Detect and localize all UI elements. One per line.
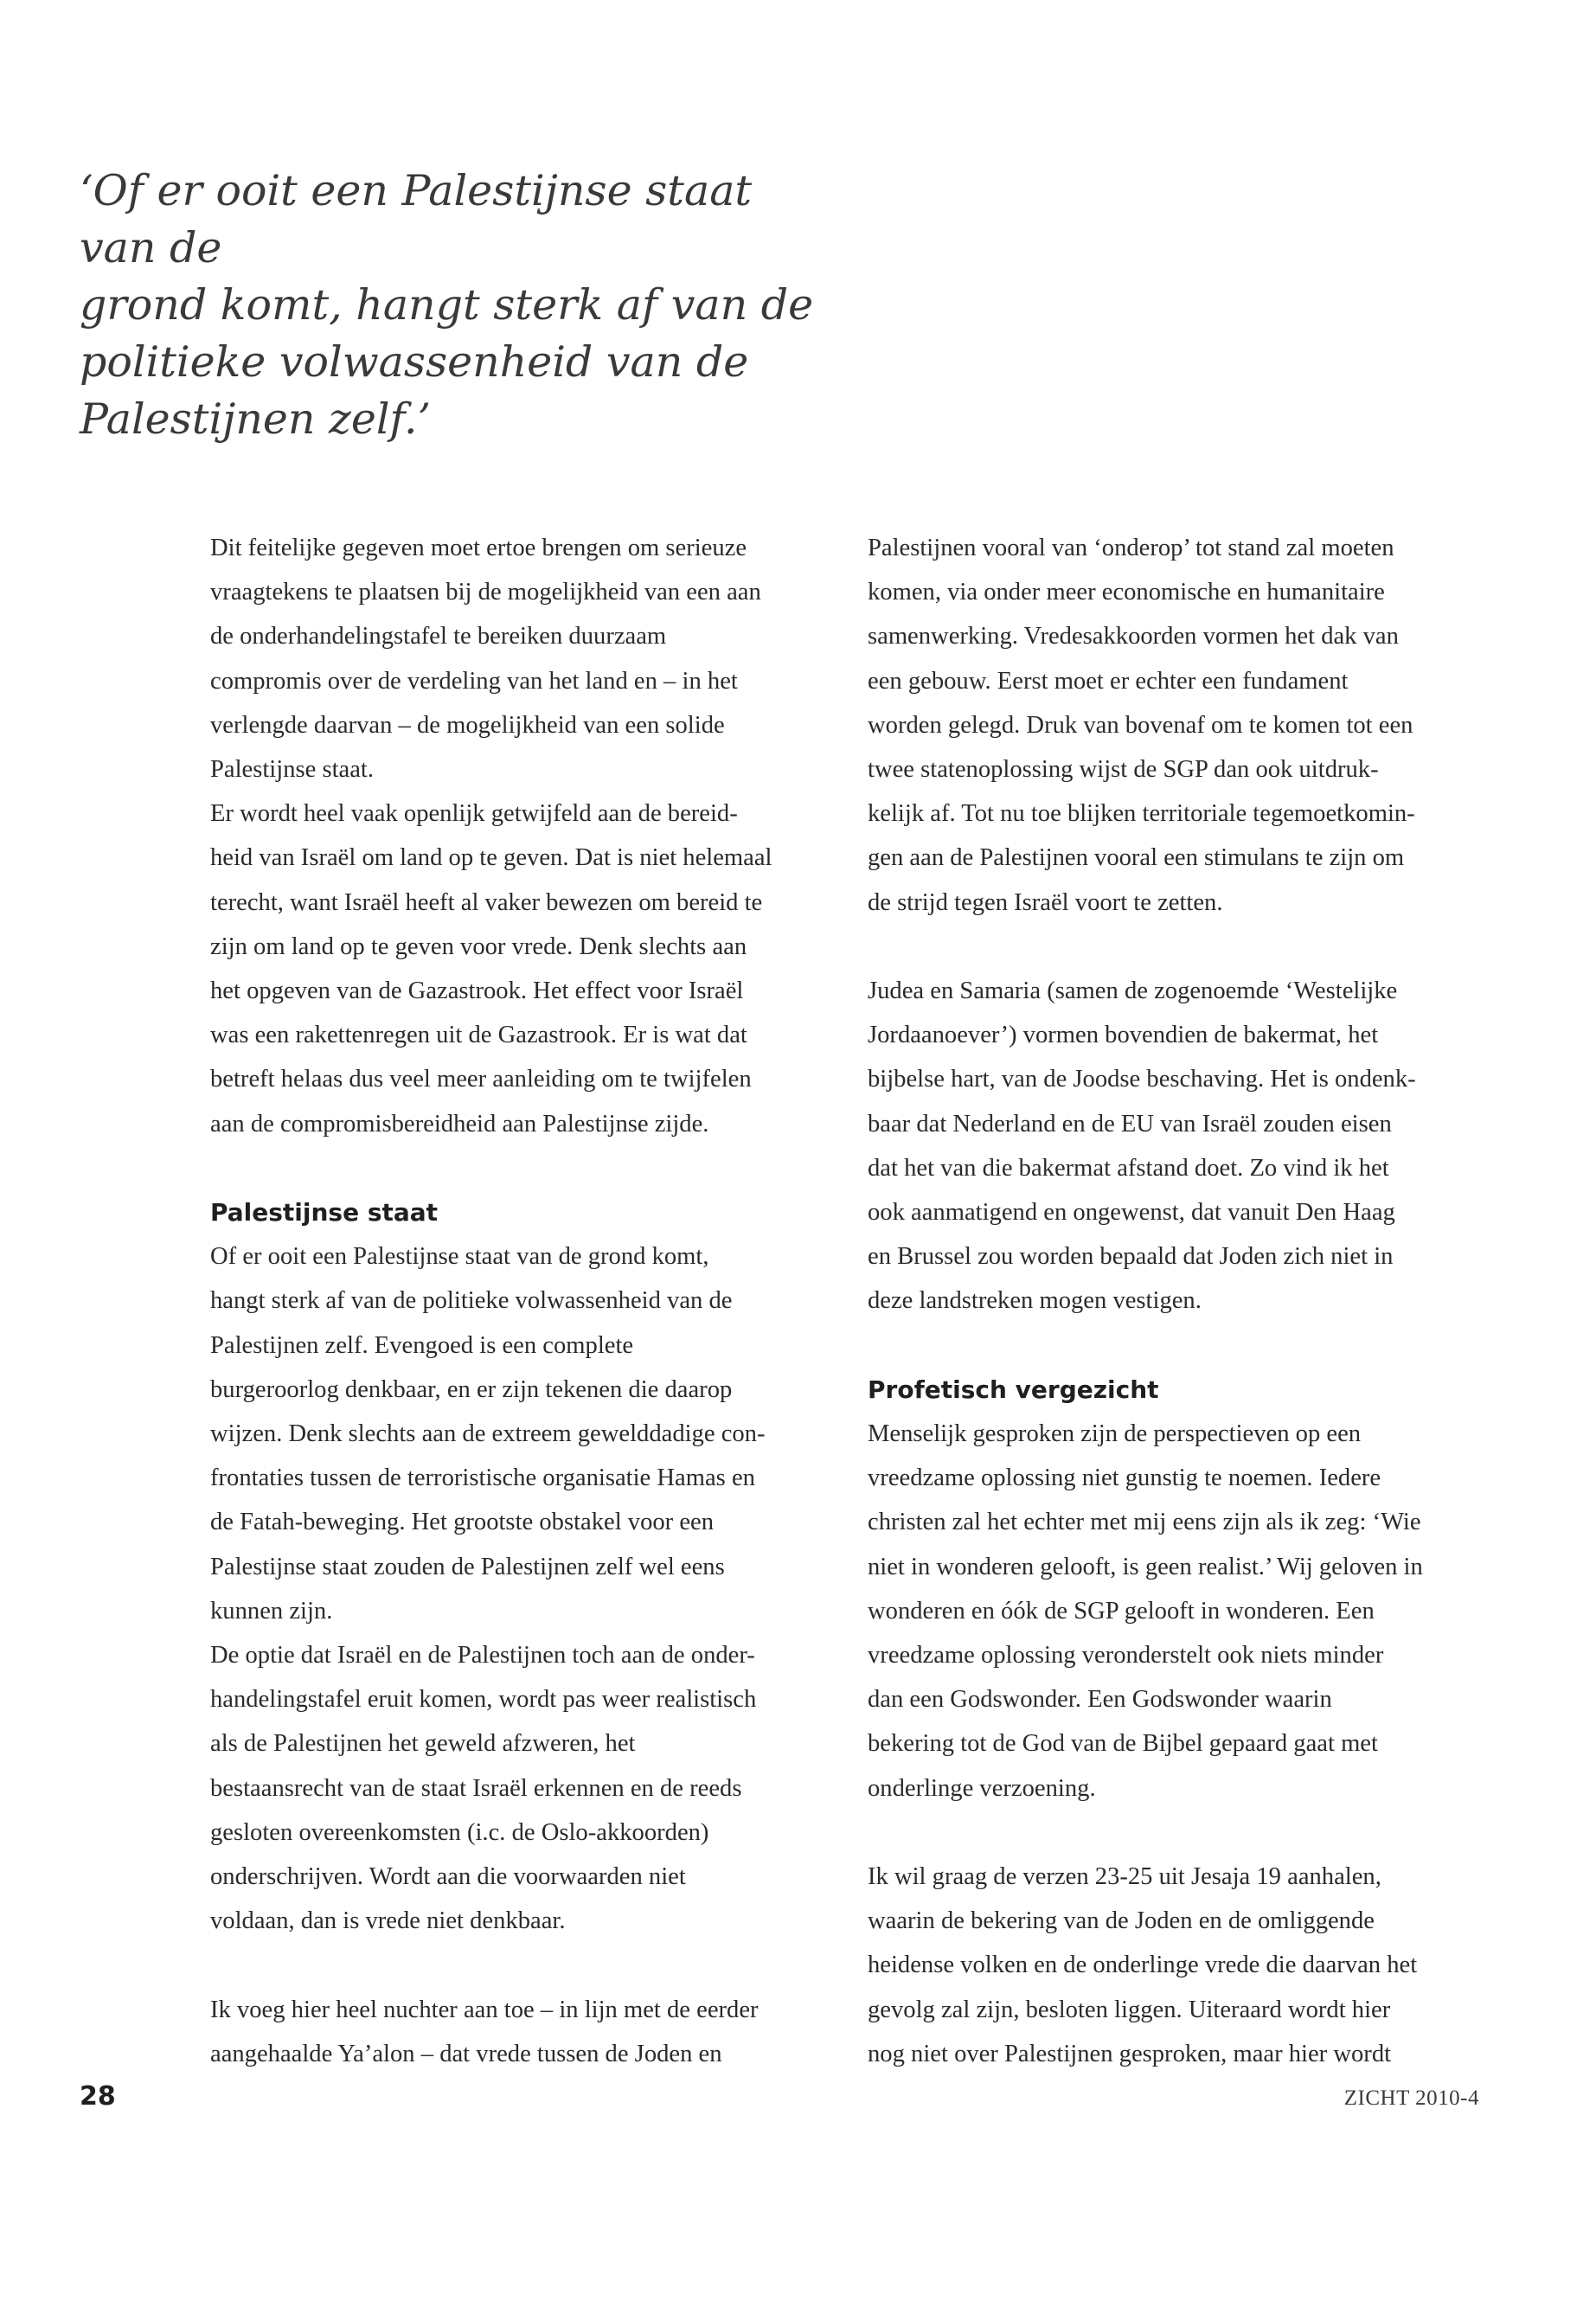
paragraph-9: Ik wil graag de verzen 23-25 uit Jesaja 19 aanhalen, waarin de bekering van de Joden en de omliggende heidense volken en de onderlinge vrede die daarvan het gevolg zal zijn, besloten liggen. Uiteraard wordt hier nog niet over Palestijnen gesproken, maar hier wordt <box>868 1863 1418 2067</box>
right-column <box>868 526 1490 2076</box>
paragraph-4: De optie dat Israël en de Palestijnen toch aan de onder- handelingstafel eruit komen, wordt pas weer realistisch als de Palestijnen het geweld afzweren, het bestaansrecht van de staat Israël erkennen en de reeds gesloten overeenkomsten (i.c. de Oslo-akkoorden) onderschrijven. Wordt aan die voorwaarden niet voldaan, dan is vrede niet denkbaar. <box>210 1642 757 1935</box>
section-heading-palestijnse-staat: Palestijnse staat <box>210 1198 439 1227</box>
paragraph-1: Dit feitelijke gegeven moet ertoe brengen om serieuze vraagtekens te plaatsen bij de mogelijkheid van een aan de onderhandelingstafel te bereiken duurzaam compromis over de verdeling van het land en – in het verlengde daarvan – de mogelijkheid van een solide Palestijnse staat. <box>210 535 761 784</box>
section-heading-profetisch-vergezicht: Profetisch vergezicht <box>868 1375 1159 1404</box>
paragraph-2: Er wordt heel vaak openlijk getwijfeld aan de bereid- heid van Israël om land op te geven. Dat is niet helemaal terecht, want Israël heeft al vaker bewezen om bereid te zijn om land op te geven voor vrede. Denk slechts aan het opgeven van de Gazastrook. Het effect voor Israël was een rakettenregen uit de Gazastrook. Er is wat dat betreft helaas dus veel meer aanleiding om te twijfelen aan de compromisbereidheid aan Palestijnse zijde. <box>210 800 772 1138</box>
pull-quote: ‘Of er ooit een Palestijnse staat van de grond komt, hangt sterk af van de politieke volwassenheid van de Palestijnen zelf.’ <box>80 166 814 444</box>
left-column <box>210 526 833 2076</box>
publication-footer: ZICHT 2010-4 <box>1343 2086 1479 2110</box>
paragraph-3: Of er ooit een Palestijnse staat van de grond komt, hangt sterk af van de politieke volwassenheid van de Palestijnen zelf. Evengoed is een complete burgeroorlog denkbaar, en er zijn tekenen die daarop wijzen. Denk slechts aan de extreem gewelddadige con- frontaties tussen de terroristische organisatie Hamas en de Fatah-beweging. Het grootste obstakel voor een Palestijnse staat zouden de Palestijnen zelf wel eens kunnen zijn. <box>210 1243 766 1625</box>
paragraph-7: Judea en Samaria (samen de zogenoemde ‘Westelijke Jordaanoever’) vormen bovendien de bakermat, het bijbelse hart, van de Joodse beschaving. Het is ondenk- baar dat Nederland en de EU van Israël zouden eisen dat het van die bakermat afstand doet. Zo vind ik het ook aanmatigend en ongewenst, dat vanuit Den Haag en Brussel zou worden bepaald dat Joden zich niet in deze landstreken mogen vestigen. <box>868 977 1416 1315</box>
page-number: 28 <box>80 2081 116 2112</box>
paragraph-6: Palestijnen vooral van ‘onderop’ tot stand zal moeten komen, via onder meer economische en humanitaire samenwerking. Vredesakkoorden vormen het dak van een gebouw. Eerst moet er echter een fundament worden gelegd. Druk van bovenaf om te komen tot een twee statenoplossing wijst de SGP dan ook uitdruk- kelijk af. Tot nu toe blijken territoriale tegemoetkomin- gen aan de Palestijnen vooral een stimulans te zijn om de strijd tegen Israël voort te zetten. <box>868 535 1415 916</box>
paragraph-8: Menselijk gesproken zijn de perspectieven op een vreedzame oplossing niet gunstig te noemen. Iedere christen zal het echter met mij eens zijn als ik zeg: ‘Wie niet in wonderen gelooft, is geen realist.’ Wij geloven in wonderen en óók de SGP gelooft in wonderen. Een vreedzame oplossing veronderstelt ook niets minder dan een Godswonder. Een Godswonder waarin bekering tot de God van de Bijbel gepaard gaat met onderlinge verzoening. <box>868 1420 1423 1802</box>
paragraph-5: Ik voeg hier heel nuchter aan toe – in lijn met de eerder aangehaalde Ya’alon – dat vrede tussen de Joden en <box>210 1996 759 2067</box>
